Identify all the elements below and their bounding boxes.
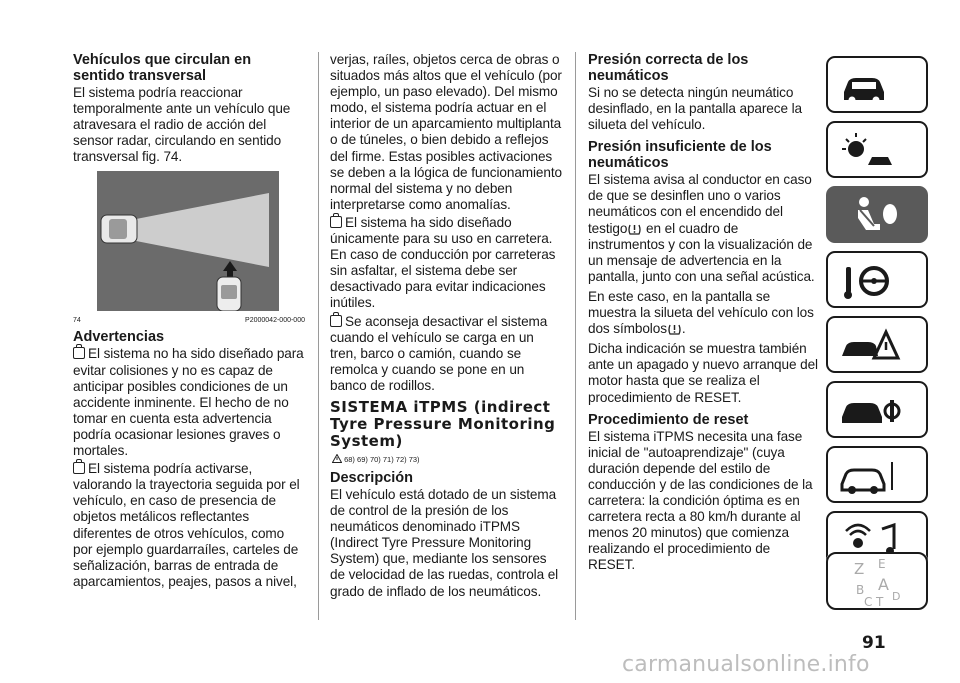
paragraph-restart: Dicha indicación se muestra también ante un apagado y nuevo arranque del motor hasta que se realiza el procedimiento de RESET. — [588, 341, 818, 405]
car-dashboard-icon — [828, 58, 926, 111]
emergency-icon — [828, 318, 926, 371]
warning-text: Se aconseja desactivar el sistema cuando el vehículo se carga en un tren, barco o camión, cuando se remolca y cuando se pone en un banco de rodillos. — [330, 313, 548, 393]
chapter-tab-technical-data[interactable] — [826, 446, 928, 503]
chapter-tab-index[interactable] — [826, 552, 928, 610]
warning-lights-icon — [828, 123, 926, 176]
chapter-tab-warning-lights[interactable] — [826, 121, 928, 178]
figure-number: 74 — [73, 317, 81, 325]
maintenance-icon — [828, 383, 926, 436]
index-letter: Z — [854, 560, 865, 578]
index-letter: A — [878, 575, 889, 594]
paragraph-correct-pressure: Si no se detecta ningún neumático desinflado, en la pantalla aparece la silueta del vehículo. — [588, 85, 802, 133]
column-right — [588, 52, 818, 575]
page-number: 91 — [862, 633, 886, 653]
section-heading-transversal: Vehículos que circulan en sentido transversal — [73, 52, 252, 84]
column-middle — [330, 52, 562, 602]
key-steering-icon — [828, 253, 926, 306]
figure-caption — [73, 317, 305, 324]
index-letter: B — [856, 583, 865, 597]
tyre-pressure-warning-icon — [667, 322, 682, 336]
warning-icon — [73, 462, 85, 474]
warning-text: El sistema no ha sido diseñado para evitar colisiones y no es capaz de anticipar posibles condiciones de un accidente inminente. El hecho de no tomar en cuenta esta advertencia podría ocasionar lesiones graves o mortales. — [73, 346, 304, 459]
warning-paragraph-4 — [330, 314, 562, 394]
chapter-tab-maintenance[interactable] — [826, 381, 928, 438]
reference-numbers: 68) 69) 70) 71) 72) 73) — [344, 454, 420, 464]
warning-text: El sistema podría activarse, valorando la trayectoria seguida por el vehículo, en caso de presencia de objetos metálicos reflectantes diferentes de otros vehículos, como por ejemplo guardarraíles, carteles de señalización, barras de entrada de aparcamientos, peajes, pasos a nivel, — [73, 461, 300, 589]
heading-low-pressure: Presión insuficiente de los neumáticos — [588, 139, 772, 172]
figure-74 — [73, 171, 305, 325]
paragraph-transversal: El sistema podría reaccionar temporalmente ante un vehículo que atravesara el radio de acción del sensor radar, circulando en sentido transversal fig. 74. — [73, 85, 291, 165]
warning-icon — [330, 315, 342, 327]
warning-paragraph-1 — [73, 346, 305, 459]
chapter-tab-emergency[interactable] — [826, 316, 928, 373]
seat-airbag-icon — [828, 188, 926, 241]
index-letter: C — [864, 595, 873, 609]
text-segment: . — [681, 321, 686, 337]
description-paragraph: El vehículo está dotado de un sistema de control de la presión de los neumáticos denominado iTPMS (Indirect Tyre Pressure Monitoring System) que, mediante los sensores de velocidad de las ruedas, controla el grado de inflado de los neumáticos. — [330, 486, 559, 599]
warning-paragraph-2 — [73, 461, 305, 590]
tyre-pressure-warning-icon — [627, 222, 642, 236]
text-segment: El sistema avisa al conductor en caso de que se desinflen uno o varios neumáticos con el encendido del testigo — [588, 172, 812, 236]
paragraph-reset: El sistema iTPMS necesita una fase inicial de "autoaprendizaje" (cuya duración depende del estilo de conducción y de las condiciones de la carretera: la condición óptima es en carretera recta a 80 km/h durante al menos 20 minutos) que comienza realizando el procedimiento de RESET. — [588, 428, 813, 573]
heading-reset: Procedimiento de reset — [588, 411, 749, 428]
watermark: carmanualsonline.info — [622, 652, 870, 677]
column-divider — [575, 52, 576, 620]
specs-icon — [828, 448, 926, 501]
column-divider — [318, 52, 319, 620]
heading-correct-pressure: Presión correcta de los neumáticos — [588, 52, 749, 84]
warning-icon — [330, 216, 342, 228]
warning-icon — [73, 347, 85, 359]
column-left — [73, 52, 305, 592]
index-icon — [826, 552, 928, 610]
chapter-tab-dashboard[interactable] — [826, 56, 928, 113]
chapter-tab-safety[interactable] — [826, 186, 928, 243]
paragraph-two-symbols — [588, 289, 818, 337]
index-letter: E — [878, 557, 886, 571]
paragraph-continued: verjas, raíles, objetos cerca de obras o situados más altos que el vehículo (por ejemplo, un paso elevado). Del mismo modo, el sistema podría actuar en el interior de un aparcamiento multiplanta o de túneles, o bien debido a reflejos del firme. Estas posibles activaciones se deben a la lógica de funcionamiento normal del sistema y no deben interpretarse como anomalías. — [330, 52, 562, 212]
warning-paragraph-3 — [330, 215, 562, 312]
radar-diagram-illustration — [73, 171, 305, 311]
section-title-itpms: SISTEMA iTPMS (indirect Tyre Pressure Monitoring System) — [330, 397, 556, 450]
text-segment: en el cuadro de instrumentos y con la visualización de un mensaje de advertencia en la pantalla, junto con una señal acústica. — [588, 220, 815, 284]
index-letter: D — [892, 590, 901, 603]
description-heading: Descripción — [330, 469, 413, 486]
warning-text: El sistema ha sido diseñado únicamente para su uso en carretera. En caso de conducción por carreteras sin asfaltar, el sistema debe ser desactivado para evitar indicaciones inútiles. — [330, 214, 556, 311]
warning-references — [332, 454, 562, 464]
chapter-tab-starting-driving[interactable] — [826, 251, 928, 308]
triangle-warning-icon — [332, 454, 342, 463]
warnings-heading: Advertencias — [73, 329, 165, 346]
paragraph-low-pressure — [588, 172, 818, 285]
index-letter: T — [876, 595, 884, 609]
figure-code: P2000042-000-000 — [245, 317, 305, 325]
text-segment: En este caso, en la pantalla se muestra la silueta del vehículo con los dos símbolos — [588, 288, 814, 337]
